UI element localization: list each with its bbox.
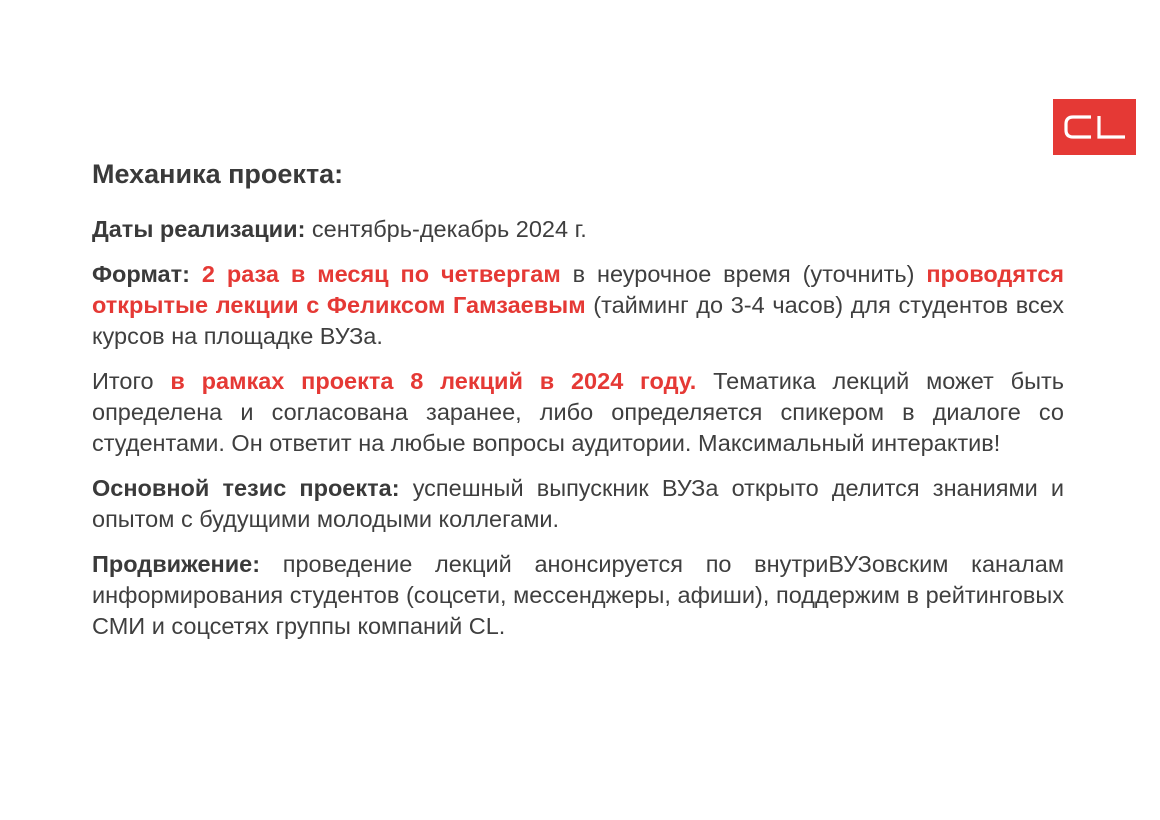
format-highlight-lectures: проводятся открытые лекции с Феликсом Гамзаевым (92, 261, 1065, 318)
thesis-paragraph (92, 473, 1064, 535)
format-text-details: (тайминг до 3-4 часов) для студентов всех курсов на площадке ВУЗа. (92, 292, 1065, 349)
total-highlight: в рамках проекта 8 лекций в 2024 году. (170, 368, 697, 394)
format-text-time: в неурочное время (уточнить) (560, 261, 927, 287)
cl-logo-mark (1063, 114, 1127, 140)
promotion-paragraph (92, 549, 1064, 642)
promotion-label: Продвижение: (92, 551, 261, 577)
thesis-label: Основной тезис проекта: (92, 475, 400, 501)
cl-logo (1053, 99, 1136, 155)
format-paragraph (92, 259, 1064, 352)
dates-label: Даты реализации: (92, 216, 306, 242)
dates-value: сентябрь-декабрь 2024 г. (305, 216, 587, 242)
dates-paragraph (92, 214, 1064, 245)
format-highlight-schedule: 2 раза в месяц по четвергам (201, 261, 561, 287)
total-intro: Итого (92, 368, 171, 394)
format-label: Формат: (92, 261, 190, 287)
thesis-value: успешный выпускник ВУЗа открыто делится знаниями и опытом с будущими молодыми коллегами. (92, 475, 1064, 532)
content (92, 156, 1064, 656)
total-text: Тематика лекций может быть определена и согласована заранее, либо определяется спикером в диалоге со студентами. Он ответит на любые вопросы аудитории. Максимальный интерактив! (92, 368, 1064, 456)
page-title: Механика проекта: (92, 159, 344, 189)
promotion-value: проведение лекций анонсируется по внутриВУЗовским каналам информирования студентов (соцсети, мессенджеры, афиши), поддержим в рейтинговых СМИ и соцсетях группы компаний CL. (92, 551, 1064, 639)
total-paragraph (92, 366, 1064, 459)
